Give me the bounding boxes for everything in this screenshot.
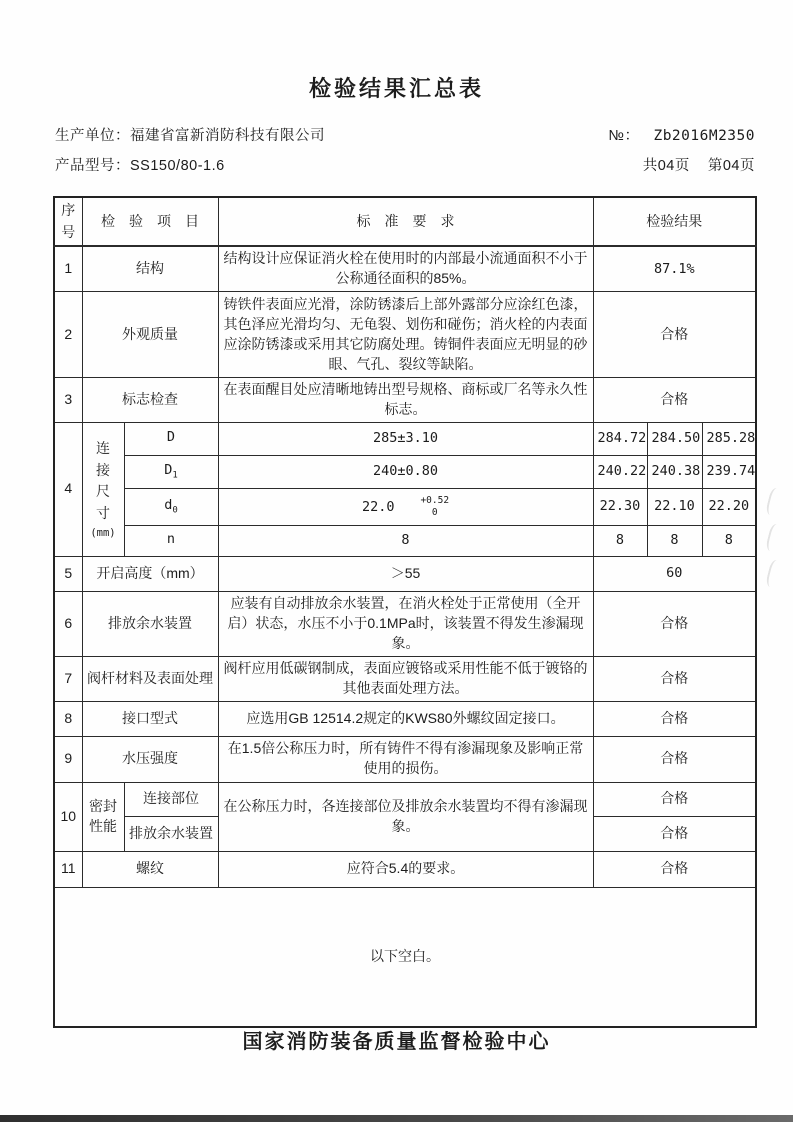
seq-cell: 5	[54, 556, 82, 591]
pages-total: 共04页	[642, 158, 690, 174]
header-item: 检 验 项 目	[82, 197, 218, 246]
seal-group-cell: 密封性能	[82, 782, 124, 851]
standard-cell: 22.0 +0.52 0	[218, 488, 593, 525]
seal-sub-cell: 排放余水装置	[124, 816, 218, 851]
item-cell: 阀杆材料及表面处理	[82, 656, 218, 701]
result-cell: 239.74	[702, 455, 756, 488]
result-summary-table	[53, 196, 757, 1028]
item-cell: 接口型式	[82, 701, 218, 736]
blank-note: 以下空白。	[54, 887, 756, 1027]
result-cell: 合格	[593, 656, 756, 701]
result-cell: 合格	[593, 378, 756, 423]
standard-cell: 240±0.80	[218, 455, 593, 488]
no-value: Zb2016M2350	[653, 128, 755, 144]
result-cell: 285.28	[702, 422, 756, 455]
result-cell: 合格	[593, 701, 756, 736]
item-cell: 结构	[82, 246, 218, 291]
header-seq: 序号	[54, 197, 82, 246]
result-cell: 87.1%	[593, 246, 756, 291]
seal-sub-cell: 连接部位	[124, 782, 218, 816]
seq-cell: 7	[54, 656, 82, 701]
table-row	[54, 246, 756, 291]
seq-cell: 3	[54, 378, 82, 423]
dimension-group-cell: 连接尺寸 (mm)	[82, 422, 124, 556]
no-symbol: №：	[608, 128, 640, 144]
table-row	[54, 591, 756, 656]
result-cell: 合格	[593, 292, 756, 378]
table-row-seal	[54, 782, 756, 816]
producer-label: 生产单位：福建省富新消防科技有限公司	[55, 128, 325, 144]
page-title: 检验结果汇总表	[308, 76, 484, 101]
result-cell: 合格	[593, 816, 756, 851]
result-cell: 240.38	[647, 455, 702, 488]
issuing-organization: 国家消防装备质量监督检验中心	[242, 1031, 551, 1053]
seq-cell: 8	[54, 701, 82, 736]
result-cell: 284.72	[593, 422, 647, 455]
item-cell: 开启高度（mm）	[82, 556, 218, 591]
seq-cell: 9	[54, 736, 82, 782]
model-line	[55, 154, 755, 175]
table-row	[54, 656, 756, 701]
param-cell: $d_0$	[124, 488, 218, 525]
standard-cell: 阀杆应用低碳钢制成，表面应镀铬或采用性能不低于镀铬的其他表面处理方法。	[218, 656, 593, 701]
table-row	[54, 701, 756, 736]
result-cell: 60	[593, 556, 756, 591]
report-number	[608, 124, 755, 145]
table-row-dimension	[54, 455, 756, 488]
table-row-dimension	[54, 525, 756, 556]
standard-cell: 应选用GB 12514.2规定的KWS80外螺纹固定接口。	[218, 701, 593, 736]
result-cell: 22.30	[593, 488, 647, 525]
pages-current: 第04页	[707, 158, 755, 174]
producer-line	[55, 124, 755, 145]
result-cell: 22.10	[647, 488, 702, 525]
result-cell: 8	[593, 525, 647, 556]
standard-cell: 在公称压力时，各连接部位及排放余水装置均不得有渗漏现象。	[218, 782, 593, 851]
standard-cell: 285±3.10	[218, 422, 593, 455]
result-cell: 合格	[593, 851, 756, 887]
page-count	[643, 154, 755, 175]
blank-row	[54, 887, 756, 1027]
seq-cell: 11	[54, 851, 82, 887]
result-cell: 240.22	[593, 455, 647, 488]
standard-cell: 在1.5倍公称压力时，所有铸件不得有渗漏现象及影响正常使用的损伤。	[218, 736, 593, 782]
table-header-row	[54, 197, 756, 246]
result-cell: 284.50	[647, 422, 702, 455]
standard-cell: 应符合5.4的要求。	[218, 851, 593, 887]
standard-cell: 应装有自动排放余水装置，在消火栓处于正常使用（全开启）状态，水压不小于0.1MPa时，该装置不得发生渗漏现象。	[218, 591, 593, 656]
table-row-dimension	[54, 422, 756, 455]
dimension-unit: (mm)	[90, 526, 116, 539]
item-cell: 螺纹	[82, 851, 218, 887]
param-cell: D	[124, 422, 218, 455]
table-row	[54, 851, 756, 887]
result-cell: 合格	[593, 736, 756, 782]
handwritten-margin-marks-icon	[762, 480, 788, 630]
item-cell: 排放余水装置	[82, 591, 218, 656]
header-standard: 标 准 要 求	[218, 197, 593, 246]
param-cell: $D_1$	[124, 455, 218, 488]
standard-cell: 在表面醒目处应清晰地铸出型号规格、商标或厂名等永久性标志。	[218, 378, 593, 423]
table-row	[54, 378, 756, 423]
standard-cell: ＞55	[218, 556, 593, 591]
result-cell: 合格	[593, 591, 756, 656]
item-cell: 标志检查	[82, 378, 218, 423]
table-row-dimension	[54, 488, 756, 525]
seq-cell: 4	[54, 422, 82, 556]
seq-cell: 2	[54, 292, 82, 378]
result-cell: 8	[702, 525, 756, 556]
standard-cell: 铸铁件表面应光滑，涂防锈漆后上部外露部分应涂红色漆，其色泽应光滑均匀、无龟裂、划伤和碰伤；消火栓的内表面应涂防锈漆或采用其它防腐处理。铸铜件表面应无明显的砂眼、气孔、裂纹等缺陷。	[218, 292, 593, 378]
item-cell: 外观质量	[82, 292, 218, 378]
model-label: 产品型号：SS150/80-1.6	[55, 158, 225, 174]
table-row	[54, 736, 756, 782]
standard-cell: 结构设计应保证消火栓在使用时的内部最小流通面积不小于公称通径面积的85%。	[218, 246, 593, 291]
param-cell: n	[124, 525, 218, 556]
header-result: 检验结果	[593, 197, 756, 246]
seq-cell: 1	[54, 246, 82, 291]
result-cell: 合格	[593, 782, 756, 816]
table-row	[54, 556, 756, 591]
seq-cell: 10	[54, 782, 82, 851]
standard-cell: 8	[218, 525, 593, 556]
scan-edge-band	[0, 1115, 793, 1122]
seq-cell: 6	[54, 591, 82, 656]
item-cell: 水压强度	[82, 736, 218, 782]
result-cell: 8	[647, 525, 702, 556]
result-cell: 22.20	[702, 488, 756, 525]
tolerance-stack: +0.52 0	[420, 495, 450, 518]
table-row	[54, 292, 756, 378]
